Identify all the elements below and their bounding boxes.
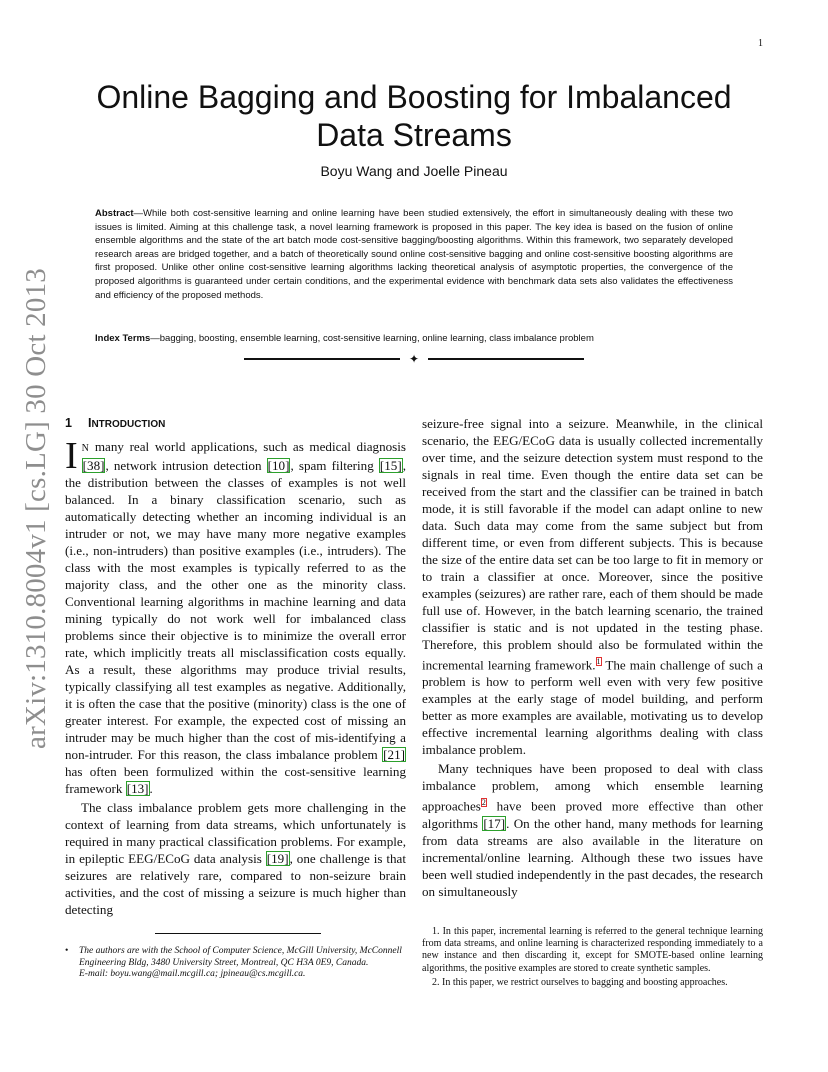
- intro-paragraph-4: Many techniques have been proposed to deal with class imbalance problem, among which ensemble learning approaches$^2$ have been proved more effective than other algorithms [17]. On the other hand, many methods for learning from data streams are also available in the literature on incremental/online learning. Although these two issues have been well studied independently in the past decades, the research on simultaneously: [422, 761, 764, 899]
- index-terms: [95, 332, 733, 346]
- arxiv-stamp: [18, 268, 54, 748]
- paper-title: Online Bagging and Boosting for Imbalanced Data Streams: [96, 79, 732, 153]
- page-number: 1: [758, 38, 763, 49]
- bullet-icon: •: [65, 946, 69, 956]
- section-number: 1: [65, 416, 72, 430]
- intro-paragraph-2: The class imbalance problem gets more challenging in the context of learning from data streams, which unfortunately is required in many practical classification problems. For example, in epileptic EEG/ECoG data analysis [19], one challenge is that seizures are relatively rare, compared to non-seizure brain activities, and the cost of missing a seizure is much higher than detecting: [65, 800, 406, 917]
- section-divider: [244, 351, 584, 367]
- citation-link[interactable]: [15]: [379, 458, 402, 473]
- citation-link[interactable]: [38]: [82, 458, 105, 473]
- right-column: [422, 415, 763, 900]
- abstract-text: —While both cost-sensitive learning and online learning have been studied extensively, the effort in simultaneously dealing with these two issues is limited. Aiming at this challenge task, a novel learning framework is proposed in this paper. The key idea is based on the fusion of online ensemble algorithms and the state of the art batch mode cost-sensitive bagging/boosting algorithms. Within this framework, two separately developed research areas are bridged together, and a batch of theoretically sound online cost-sensitive bagging and online cost-sensitive boosting algorithms are first proposed. Unlike other online cost-sensitive learning algorithms lacking theoretical analysis of asymptotic properties, the convergence of the proposed algorithms is guaranteed under certain conditions, and the experimental evidence with benchmark data sets also validates the effectiveness and efficiency of the proposed methods.: [95, 208, 733, 301]
- divider-rule-left: [244, 358, 400, 359]
- author-affiliation: [65, 946, 406, 981]
- citation-link[interactable]: [19]: [266, 851, 289, 866]
- divider-diamond-icon: ✦: [408, 352, 420, 366]
- intro-paragraph-1: I N many real world applications, such as medical diagnosis [38], network intrusion detection [10], spam filtering [15], the distribution between the classes of examples is not well balanced. In a binary classification scenario, such as automatically detecting whether an incoming individual is an intruder or not, we may have many more negative examples (i.e., non-intruders) than positive examples (i.e., intruders). The class with the most examples is typically referred to as the majority class, and the other one as the minority class. Conventional learning algorithms in machine learning and data mining typically do not work well for imbalanced class problems since their objective is to minimize the overall error rate, which implicitly treats all misclassification costs equally. As a result, these algorithms may produce trivial results, typically classifying all test examples as negative. Additionally, it is often the case that the positive (minority) class is the one of greater interest. For example, the expected cost of missing an intruder may be much higher than the cost of mis-identifying a non-intruder. For this reason, the class imbalance problem [21] has often been formulized within the cost-sensitive learning framework [13].: [65, 435, 406, 796]
- affiliation-address: The authors are with the School of Computer Science, McGill University, McConnell Engineering Bldg, 3480 University Street, Montreal, QC H3A 0E9, Canada.: [79, 946, 402, 968]
- citation-link[interactable]: [13]: [126, 781, 149, 796]
- citation-link[interactable]: [17]: [483, 815, 506, 831]
- section-title: INTRODUCTION: [87, 416, 166, 430]
- intro-paragraph-3: seizure-free signal into a seizure. Meanwhile, in the clinical scenario, the EEG/ECoG data is usually collected incrementally over time, and the seizure detection system must respond to the signals in real time. Even though the entire data set can be received from the start and the classifier can be trained in batch mode, it is still favorable if the model can adapt online to new data. Such data may come from the same subject but from different time, or even from different subjects. This is because the size of the entire data set can be too large to fit in memory or to train a classifier at once. Moreover, since the positive examples (seizures) are rather rare, each of them should be made full use of. However, in the batch learning scenario, the trained classifier is static and is not updated in the testing phase. Therefore, this problem should also be formulated within the incremental learning framework.$^1$ The main challenge of such a problem is how to perform well even with very few positive examples at the early stage of model building, and perform better as more examples are available, motivating us to develop effective incremental learning algorithms dealing with class imbalance problem.: [422, 416, 763, 758]
- footnote-link[interactable]: 2: [481, 798, 486, 808]
- index-terms-label: Index Terms: [95, 333, 151, 344]
- footnote-link[interactable]: 1: [596, 657, 601, 666]
- arxiv-stamp-text: arXiv:1310.8004v1 [cs.LG] 30 Oct 2013: [19, 267, 52, 749]
- affiliation-rule: [155, 933, 321, 934]
- affiliation-text: [79, 946, 406, 981]
- citation-link[interactable]: [10]: [267, 458, 290, 473]
- divider-rule-right: [428, 358, 584, 359]
- paper-authors: Boyu Wang and Joelle Pineau: [320, 163, 508, 179]
- abstract-label: Abstract: [95, 208, 134, 219]
- footnote-2: 2. In this paper, we restrict ourselves to bagging and boosting approaches.: [432, 976, 728, 988]
- section-heading: [65, 415, 406, 433]
- left-column: [65, 415, 406, 918]
- index-terms-text: —bagging, boosting, ensemble learning, cost-sensitive learning, online learning, class imbalance problem: [150, 333, 594, 344]
- affiliation-email: E-mail: boyu.wang@mail.mcgill.ca; jpineau@cs.mcgill.ca.: [79, 969, 306, 979]
- footnotes: [422, 926, 763, 991]
- citation-link[interactable]: [21]: [383, 747, 405, 762]
- footnote-1: 1. In this paper, incremental learning is referred to the general technique learning from data streams, and online learning is characterized responding immediately to a new instance and then discarding it, except for SMOTE-based online learning algorithms, the positive examples are stored to create synthetic samples.: [422, 926, 763, 974]
- abstract: [95, 207, 733, 302]
- dropcap: I: [65, 435, 78, 477]
